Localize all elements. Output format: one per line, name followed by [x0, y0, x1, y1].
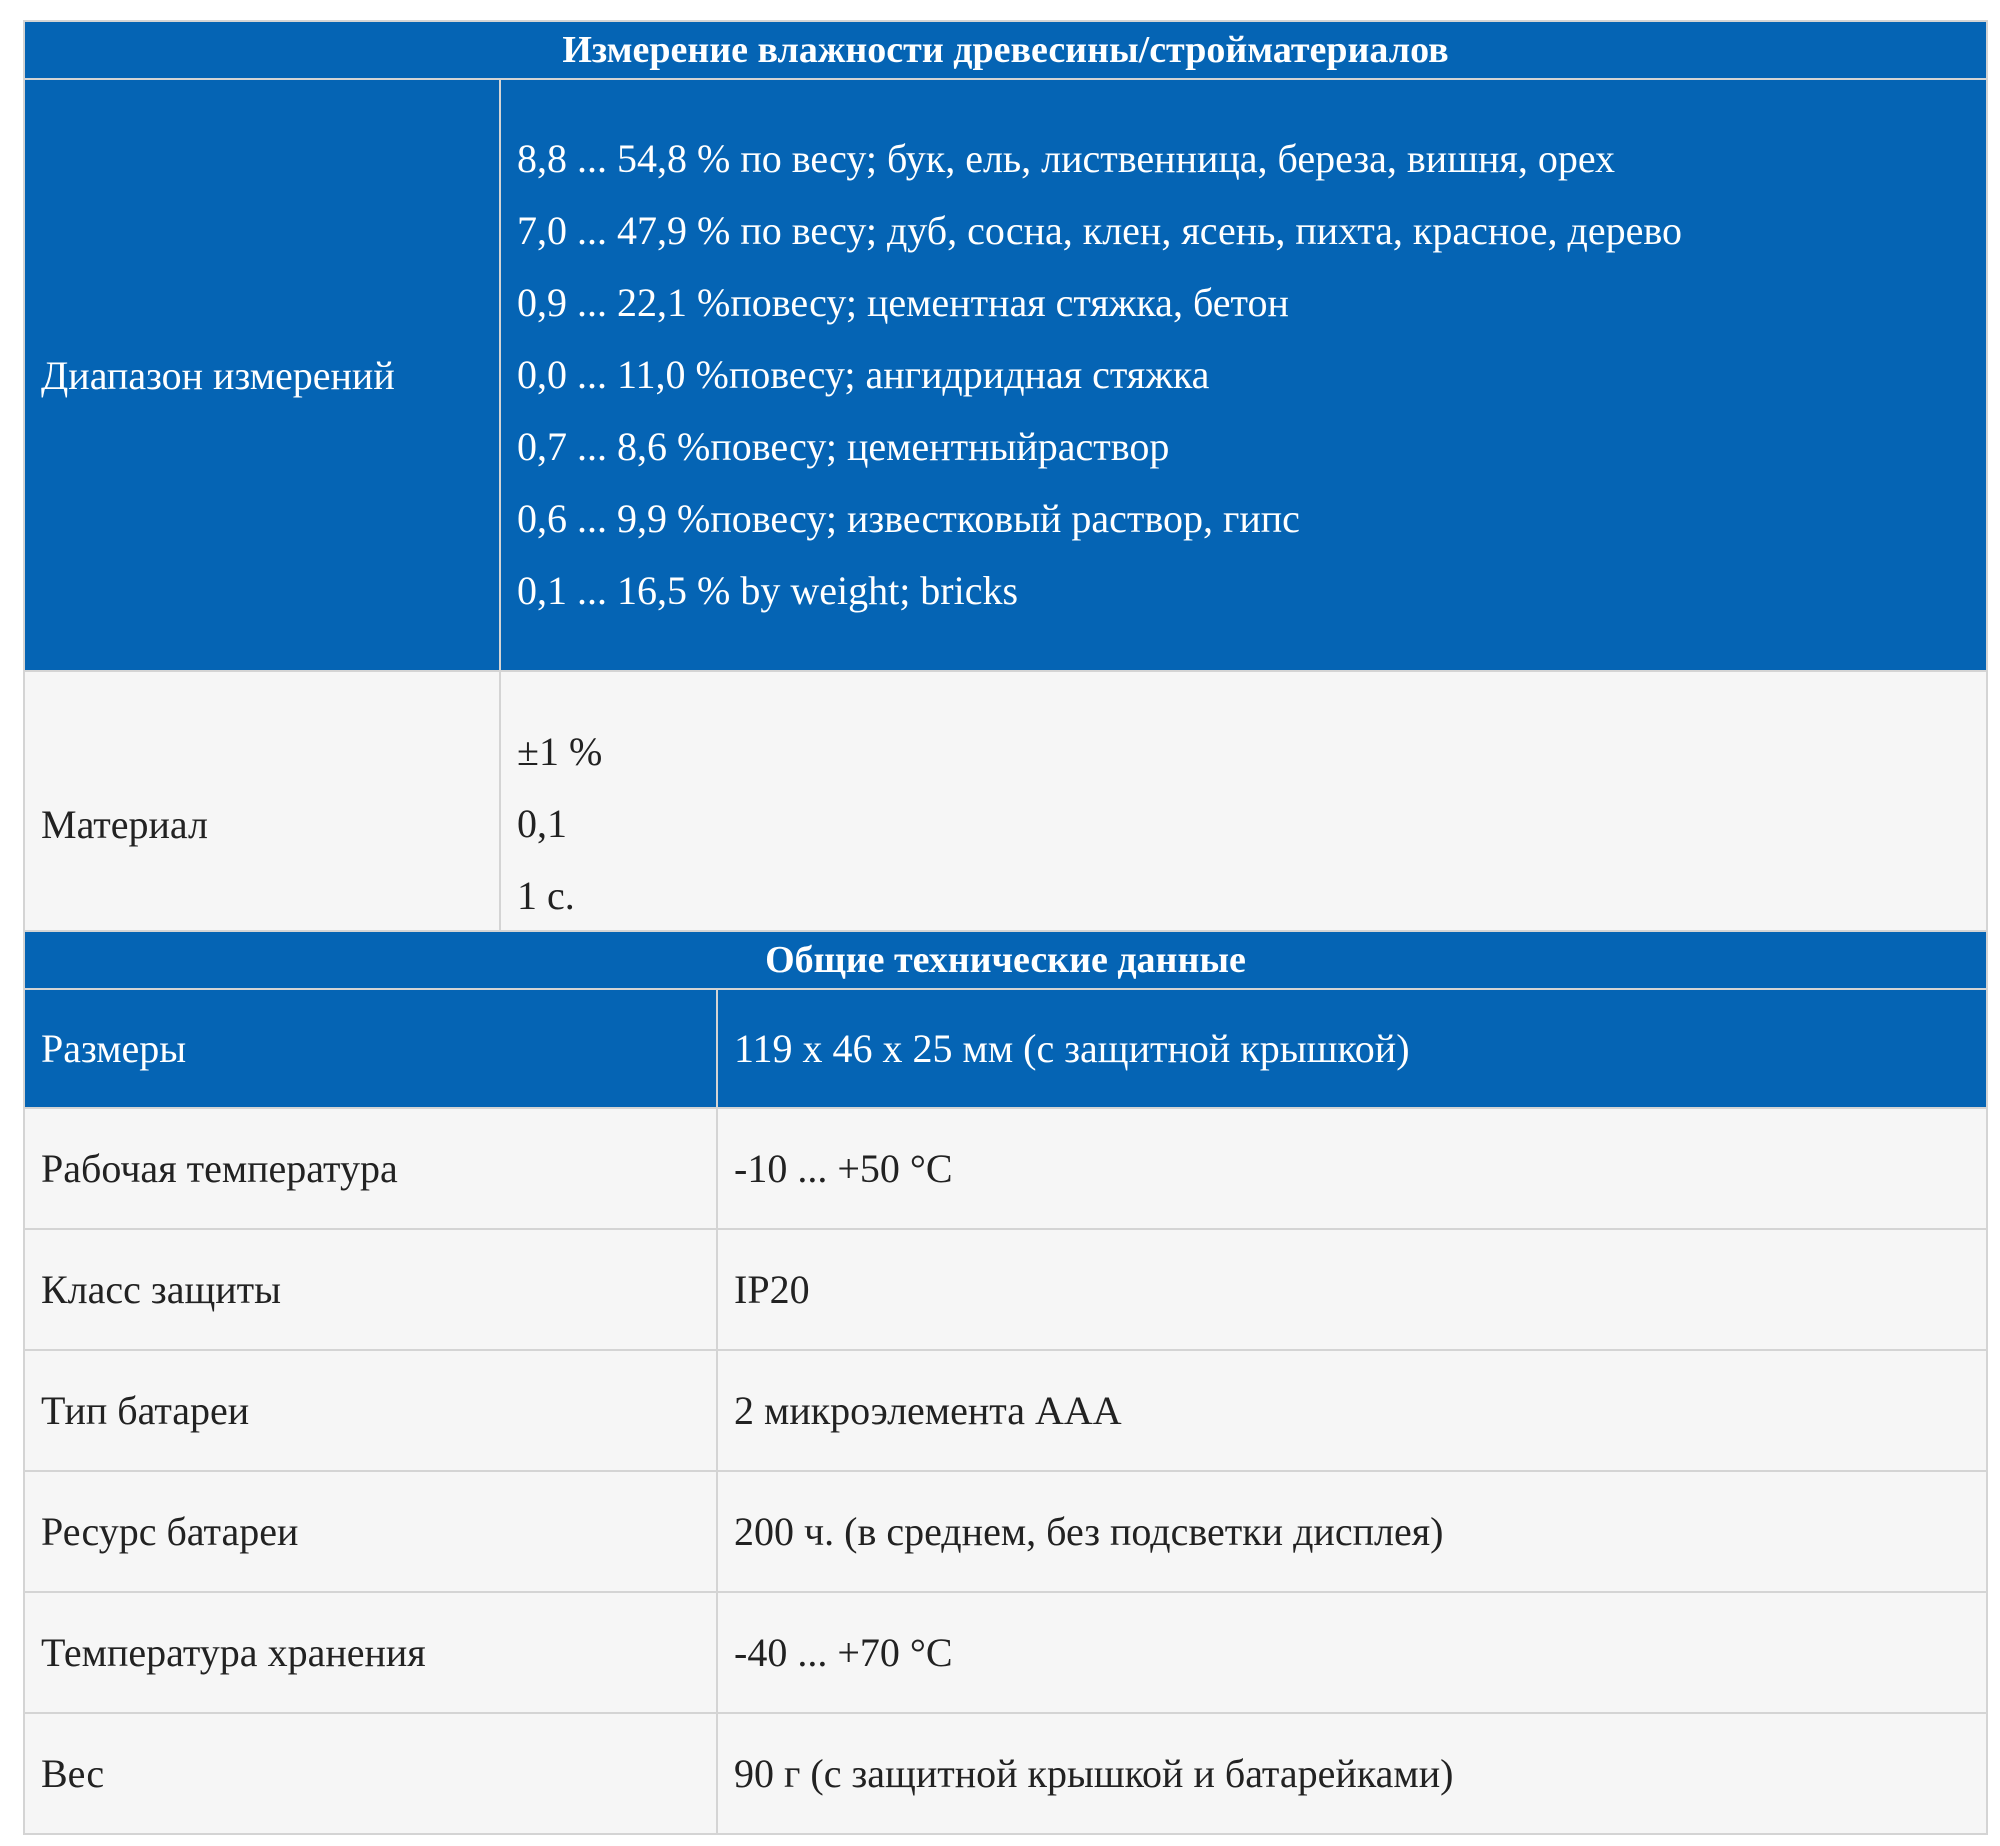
range-value-line: 0,0 ... 11,0 %повесу; ангидридная стяжка: [517, 352, 1210, 397]
spec-row-dimensions: [24, 989, 1987, 1108]
range-label: Диапазон измерений: [24, 79, 500, 671]
spec-row-weight: [24, 1713, 1987, 1834]
material-value-line: ±1 %: [517, 729, 603, 774]
spec-row-operating-temperature: [24, 1108, 1987, 1229]
material-label: Материал: [24, 671, 500, 977]
spec-label: Вес: [24, 1713, 717, 1834]
range-value-line: 0,1 ... 16,5 % by weight; bricks: [517, 568, 1019, 613]
spec-row-storage-temperature: [24, 1592, 1987, 1713]
spec-value: 119 x 46 x 25 мм (с защитной крышкой): [717, 989, 1987, 1108]
spec-label: Тип батареи: [24, 1350, 717, 1471]
moisture-table-title: Измерение влажности древесины/стройматериалов: [24, 21, 1987, 79]
spec-value: IP20: [717, 1229, 1987, 1350]
range-row: [24, 79, 1987, 671]
spec-value: -40 ... +70 °C: [717, 1592, 1987, 1713]
material-value-line: 0,1: [517, 801, 567, 846]
range-value-line: 7,0 ... 47,9 % по весу; дуб, сосна, клен, ясень, пихта, красное, дерево: [517, 208, 1682, 253]
spec-value: -10 ... +50 °C: [717, 1108, 1987, 1229]
spec-label: Рабочая температура: [24, 1108, 717, 1229]
spec-row-battery-life: [24, 1471, 1987, 1592]
general-spec-table: [23, 930, 1988, 1835]
range-value-line: 8,8 ... 54,8 % по весу; бук, ель, лиственница, береза, вишня, орех: [517, 136, 1616, 181]
spec-row-protection-class: [24, 1229, 1987, 1350]
material-value-line: 1 с.: [517, 873, 575, 918]
general-table-title: Общие технические данные: [24, 931, 1987, 989]
spec-label: Ресурс батареи: [24, 1471, 717, 1592]
range-value-line: 0,7 ... 8,6 %повесу; цементныйраствор: [517, 424, 1170, 469]
spec-label: Температура хранения: [24, 1592, 717, 1713]
spec-label: Класс защиты: [24, 1229, 717, 1350]
spec-value: 200 ч. (в среднем, без подсветки дисплея): [717, 1471, 1987, 1592]
range-value-line: 0,6 ... 9,9 %повесу; известковый раствор, гипс: [517, 496, 1300, 541]
spec-value: 90 г (с защитной крышкой и батарейками): [717, 1713, 1987, 1834]
range-value-line: 0,9 ... 22,1 %повесу; цементная стяжка, бетон: [517, 280, 1289, 325]
spec-value: 2 микроэлемента AAA: [717, 1350, 1987, 1471]
moisture-spec-table: [23, 20, 1988, 978]
spec-label: Размеры: [24, 989, 717, 1108]
range-values: [500, 79, 1987, 671]
spec-row-battery-type: [24, 1350, 1987, 1471]
